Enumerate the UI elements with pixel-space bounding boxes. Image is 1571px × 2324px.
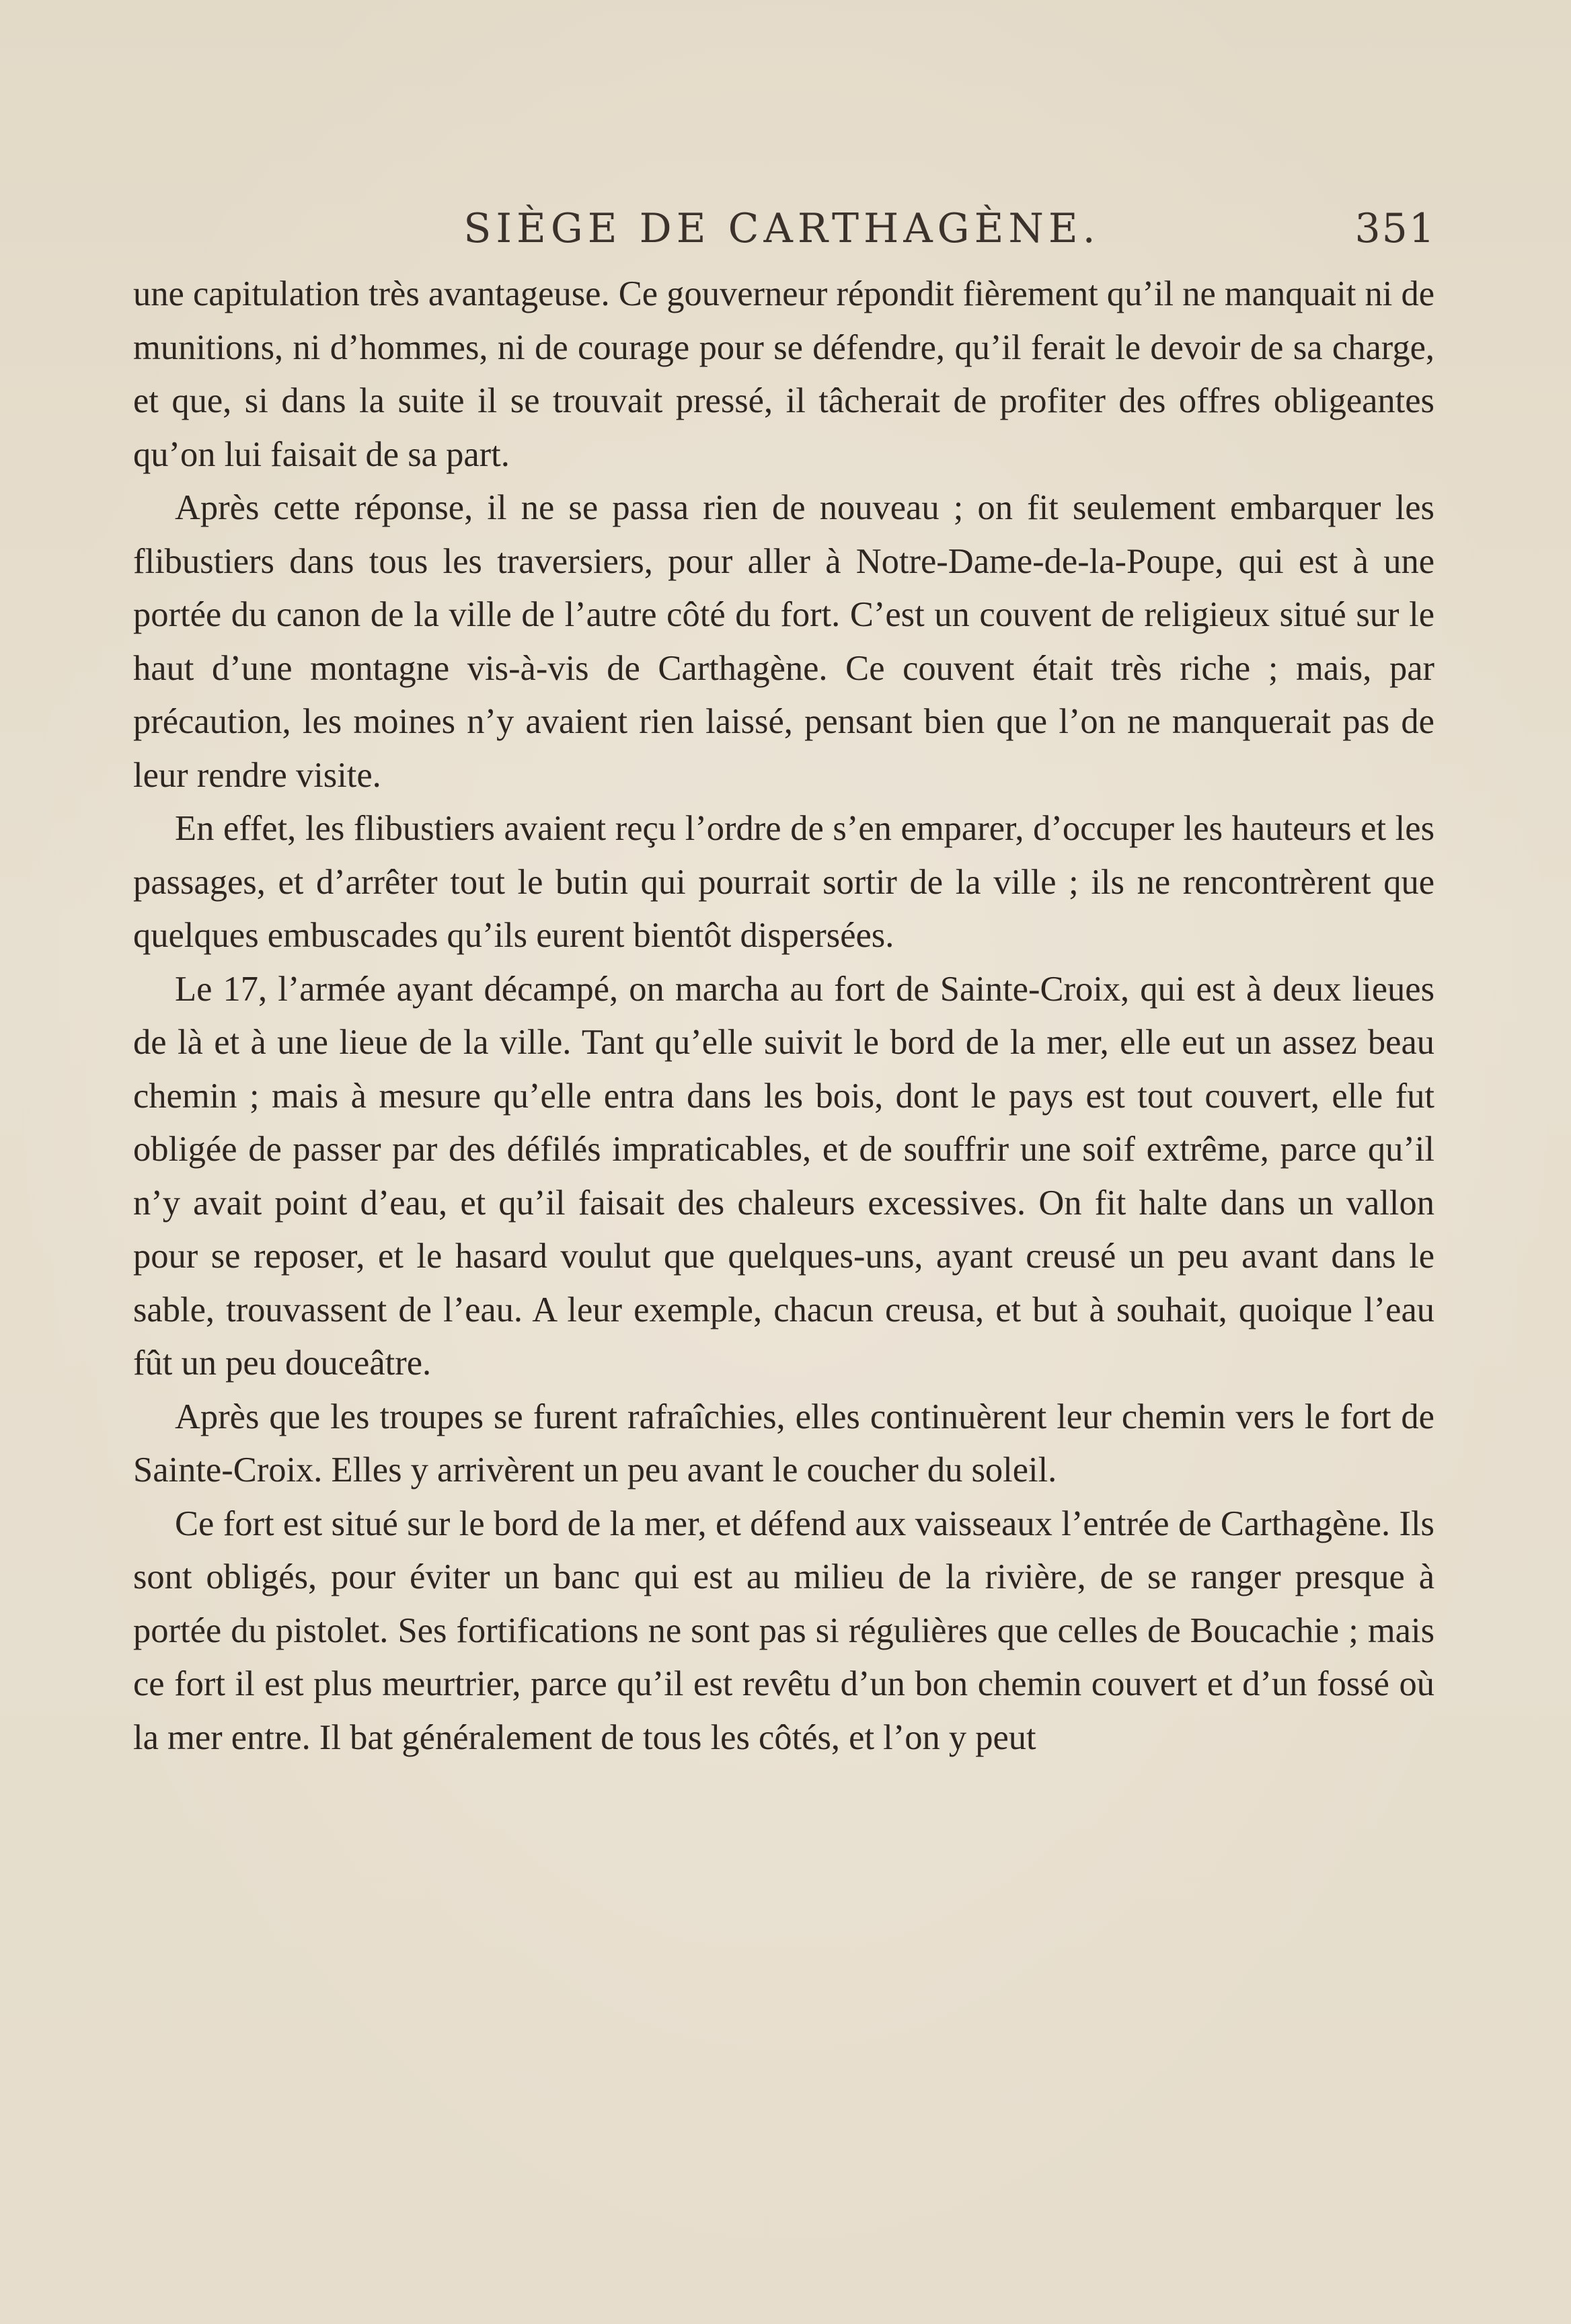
body-text <box>133 268 1434 1765</box>
paragraph: En effet, les flibustiers avaient reçu l’ordre de s’en emparer, d’occuper les hauteurs et les passages, et d’arrêter tout le butin qui pourrait sortir de la ville ; ils ne rencontrèrent que quelques embuscades qu’ils eurent bientôt dispersées. <box>133 809 1434 955</box>
paragraph: une capitulation très avantageuse. Ce gouverneur répondit fièrement qu’il ne manquait ni de munitions, ni d’hommes, ni de courage pour se défendre, qu’il ferait le devoir de sa charge, et que, si dans la suite il se trouvait pressé, il tâcherait de profiter des offres obligeantes qu’on lui faisait de sa part. <box>133 274 1434 474</box>
page-header <box>128 202 1436 256</box>
paragraph: Après que les troupes se furent rafraîchies, elles continuèrent leur chemin vers le fort de Sainte-Croix. Elles y arrivèrent un peu avant le coucher du soleil. <box>133 1397 1434 1489</box>
running-title: SIÈGE DE CARTHAGÈNE. <box>463 205 1100 252</box>
page-number: 351 <box>1354 205 1436 252</box>
paragraph: Après cette réponse, il ne se passa rien de nouveau ; on fit seulement embarquer les flibustiers dans tous les traversiers, pour aller à Notre-Dame-de-la-Poupe, qui est à une portée du canon de la ville de l’autre côté du fort. C’est un couvent de religieux situé sur le haut d’une montagne vis-à-vis de Carthagène. Ce couvent était très riche ; mais, par précaution, les moines n’y avaient rien laissé, pensant bien que l’on ne manquerait pas de leur rendre visite. <box>133 488 1434 795</box>
paragraph: Ce fort est situé sur le bord de la mer, et défend aux vaisseaux l’entrée de Carthagène. Ils sont obligés, pour éviter un banc qui est au milieu de la rivière, de se ranger presque à portée du pistolet. Ses fortifications ne sont pas si régulières que celles de Boucachie ; mais ce fort il est plus meurtrier, parce qu’il est revêtu d’un bon chemin couvert et d’un fossé où la mer entre. Il bat généralement de tous les côtés, et l’on y peut <box>133 1504 1434 1757</box>
paragraph: Le 17, l’armée ayant décampé, on marcha au fort de Sainte-Croix, qui est à deux lieues de là et à une lieue de la ville. Tant qu’elle suivit le bord de la mer, elle eut un assez beau chemin ; mais à mesure qu’elle entra dans les bois, dont le pays est tout couvert, elle fut obligée de passer par des défilés impraticables, et de souffrir une soif extrême, parce qu’il n’y avait point d’eau, et qu’il faisait des chaleurs excessives. On fit halte dans un vallon pour se reposer, et le hasard voulut que quelques-uns, ayant creusé un peu avant dans le sable, trouvassent de l’eau. A leur exemple, chacun creusa, et but à souhait, quoique l’eau fût un peu douceâtre. <box>133 969 1434 1383</box>
